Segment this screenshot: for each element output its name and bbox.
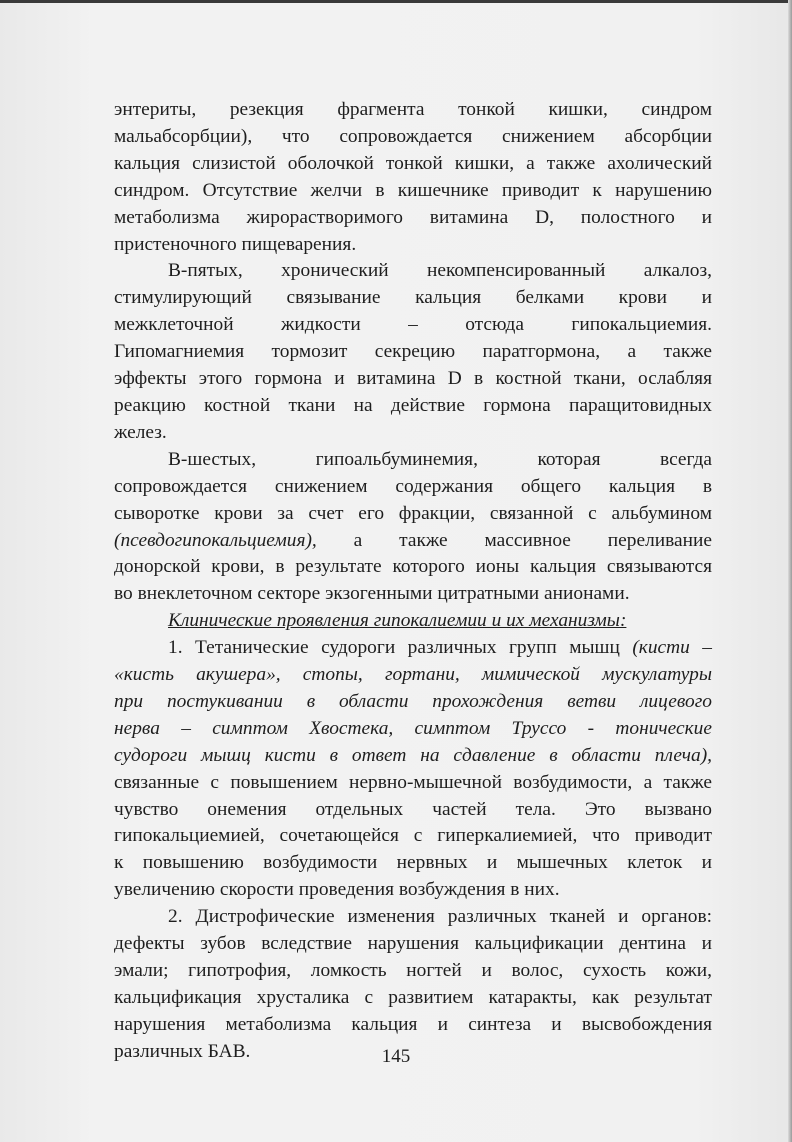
text-line-italic: (кисти – [632,637,713,659]
text-line: эффекты этого гормона и витамина D в костной ткани, ослабляя [114,368,712,390]
text-line: увеличению скорости проведения возбуждения в них. [114,879,560,901]
text-line: энтериты, резекция фрагмента тонкой кишки, синдром [114,99,712,120]
text-line: межклеточной жидкости – отсюда гипокальциемия. [114,314,712,336]
scan-right-edge [788,0,792,1142]
text-line: В-пятых, хронический некомпенсированный алкалоз, [168,260,712,282]
text-line: метаболизма жирорастворимого витамина D, полостного и [114,206,712,228]
text-line: во внеклеточном секторе экзогенными цитратными анионами. [114,583,630,605]
section-heading-text: Клинические проявления гипокалиемии и их механизмы: [168,610,627,632]
text-line: сыворотке крови за счет его фракции, связанной с альбумином [114,502,712,524]
text-line: «кисть акушера», стопы, гортани, мимической мускулатуры [114,664,712,686]
text-line [114,635,712,662]
text-line: 2. Дистрофические изменения различных тканей и органов: [168,906,712,928]
text-line: нерва – симптом Хвостека, симптом Труссо - тонические [114,717,712,739]
text-line: судороги мышц кисти в ответ на сдавление в области плеча), [114,744,712,766]
text-line: Гипомагниемия тормозит секрецию паратгормона, а также [114,341,712,363]
text-line-italic: (псевдогипокальциемия), [114,529,317,551]
text-line-pre: 1. Тетанические судороги различных групп мышц [168,637,633,659]
text-line: мальабсорбции), что сопровождается снижением абсорбции [114,125,712,147]
text-line: гипокальциемией, сочетающейся с гиперкалиемией, что приводит [114,825,712,847]
text-line: при постукивании в области прохождения ветви лицевого [114,690,712,712]
text-line: к повышению возбудимости нервных и мышечных клеток и [114,852,712,874]
section-heading [114,608,712,635]
text-line: чувство онемения отдельных частей тела. Это вызвано [114,798,712,820]
text-line: пристеночного пищеварения. [114,233,357,255]
text-line: донорской крови, в результате которого ионы кальция связываются [114,556,712,578]
text-line: В-шестых, гипоальбуминемия, которая всегда [168,448,712,470]
text-line: различных БАВ. [114,1040,251,1062]
text-line: желез. [114,421,167,443]
text-line: стимулирующий связывание кальция белками крови и [114,287,712,309]
body-text [114,97,712,1066]
text-line: кальция слизистой оболочкой тонкой кишки, а также ахолический [114,152,712,174]
scan-top-edge [0,0,792,3]
page-number: 145 [381,1046,411,1067]
text-line: дефекты зубов вследствие нарушения кальцификации дентина и [114,933,712,955]
text-line: кальцификация хрусталика с развитием катаракты, как результат [114,986,712,1008]
text-line: нарушения метаболизма кальция и синтеза и высвобождения [114,1013,712,1035]
text-line: связанные с повышением нервно-мышечной возбудимости, а также [114,771,712,793]
text-line-rest: а также массивное переливание [316,529,712,551]
text-line: эмали; гипотрофия, ломкость ногтей и волос, сухость кожи, [114,960,712,981]
text-line: сопровождается снижением содержания общего кальция в [114,475,712,497]
text-line: реакцию костной ткани на действие гормона паращитовидных [114,394,712,416]
text-line: синдром. Отсутствие желчи в кишечнике приводит к нарушению [114,179,712,201]
text-line [114,528,712,555]
